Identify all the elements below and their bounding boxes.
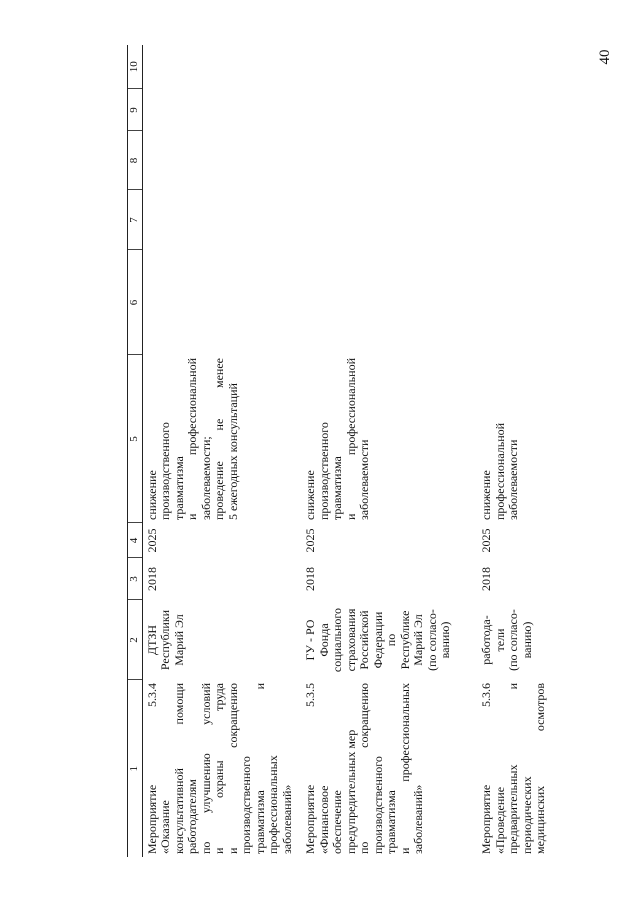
result-line: заболеваемости bbox=[506, 439, 520, 520]
result-line: травматизма bbox=[171, 456, 186, 520]
empty-cell bbox=[470, 89, 600, 131]
executor-line: Республики bbox=[158, 609, 172, 671]
measure-text-line: предупредительных мер bbox=[343, 729, 358, 854]
measure-title: Мероприятие bbox=[144, 784, 159, 854]
result-line: производственного bbox=[316, 422, 331, 520]
measure-text-line: травматизма bbox=[384, 790, 398, 854]
executor-cell bbox=[470, 600, 600, 680]
table-row bbox=[294, 45, 470, 857]
table-row bbox=[142, 45, 294, 857]
measure-text-line: предварительных и bbox=[506, 683, 520, 854]
measure-description-cell bbox=[470, 680, 600, 857]
executor-line: (по согласо- bbox=[424, 609, 439, 671]
measure-number: 5.3.6 bbox=[479, 683, 493, 707]
measure-text-line: и охраны труда bbox=[212, 683, 226, 854]
empty-cell bbox=[142, 190, 294, 250]
executor-line: ванию) bbox=[519, 621, 534, 659]
header-col-1: 1 bbox=[128, 680, 142, 857]
measure-text-line: производственного bbox=[370, 756, 385, 854]
result-cell bbox=[294, 355, 470, 523]
executor-line: социального bbox=[330, 607, 344, 673]
measure-text-line: обеспечение bbox=[330, 790, 344, 854]
empty-cell bbox=[294, 131, 470, 190]
result-line: проведение не менее bbox=[212, 358, 226, 520]
empty-cell bbox=[294, 45, 470, 89]
end-year-cell: 2025 bbox=[479, 528, 493, 553]
measure-text-line: периодических bbox=[519, 776, 534, 854]
executor-line: ванию) bbox=[438, 621, 452, 659]
executor-line: Фонда bbox=[316, 623, 331, 657]
executor-line: (по согласо- bbox=[506, 609, 520, 671]
executor-line: тели bbox=[492, 628, 507, 652]
empty-cell bbox=[142, 89, 294, 131]
measure-text-line: медицинских осмотров bbox=[533, 683, 547, 854]
page-number: 40 bbox=[597, 49, 613, 65]
empty-cell bbox=[294, 190, 470, 250]
header-col-6: 6 bbox=[128, 250, 142, 355]
empty-cell bbox=[142, 45, 294, 89]
start-year-cell: 2018 bbox=[144, 567, 159, 591]
result-line: и профессиональной bbox=[185, 358, 199, 520]
header-col-8: 8 bbox=[128, 131, 142, 190]
measure-text-line: производственного bbox=[239, 756, 253, 854]
measure-text-line: заболеваний» bbox=[279, 784, 294, 854]
result-cell bbox=[142, 355, 294, 523]
measure-title: Мероприятие bbox=[479, 784, 493, 854]
executor-line: Российской bbox=[357, 610, 371, 670]
result-line: и профессиональной bbox=[343, 358, 358, 520]
executor-cell bbox=[142, 600, 294, 680]
header-col-4: 4 bbox=[128, 523, 142, 558]
measure-number: 5.3.4 bbox=[144, 683, 159, 707]
result-line: профессиональной bbox=[492, 422, 507, 520]
measure-text-line: и профессиональных bbox=[397, 683, 412, 854]
header-col-10: 10 bbox=[128, 45, 142, 89]
executor-line: ДТЗН bbox=[144, 624, 159, 656]
result-line: заболеваемости; bbox=[198, 436, 213, 520]
empty-cell bbox=[470, 45, 600, 89]
measure-description-cell bbox=[142, 680, 294, 857]
measure-text-line: травматизма и bbox=[252, 683, 267, 854]
measures-table bbox=[128, 45, 600, 857]
measure-text-line: работодателям bbox=[185, 779, 199, 854]
measure-text-line: «Оказание bbox=[158, 800, 172, 854]
header-row bbox=[128, 45, 142, 857]
measure-number: 5.3.5 bbox=[303, 683, 317, 707]
result-line: снижение bbox=[303, 470, 317, 520]
end-year-cell: 2025 bbox=[144, 528, 159, 553]
table-top-rule bbox=[127, 45, 128, 857]
executor-line: по bbox=[384, 633, 398, 647]
result-line: производственного bbox=[158, 422, 172, 520]
executor-line: Республике bbox=[397, 610, 412, 670]
measure-text-line: «Проведение bbox=[492, 786, 507, 854]
header-col-7: 7 bbox=[128, 190, 142, 250]
measure-text-line: по улучшению условий bbox=[198, 683, 213, 854]
measure-text-line: заболеваний» bbox=[411, 784, 425, 854]
empty-cell bbox=[142, 131, 294, 190]
empty-cell bbox=[294, 250, 470, 355]
executor-line: Марий Эл bbox=[411, 614, 425, 666]
table-row bbox=[470, 45, 600, 857]
measure-text-line: и сокращению bbox=[225, 683, 240, 854]
header-col-3: 3 bbox=[128, 558, 142, 600]
measure-text-line: консультативной помощи bbox=[171, 683, 186, 854]
result-line: 5 ежегодных консультаций bbox=[225, 383, 240, 520]
executor-line: работода- bbox=[479, 615, 493, 665]
measure-text-line: профессиональных bbox=[266, 755, 280, 854]
empty-cell bbox=[470, 131, 600, 190]
executor-line: ГУ - РО bbox=[303, 619, 317, 661]
result-line: снижение bbox=[479, 470, 493, 520]
measure-description-cell bbox=[294, 680, 470, 857]
start-year-cell: 2018 bbox=[479, 567, 493, 591]
executor-line: Марий Эл bbox=[171, 614, 186, 666]
result-line: травматизма bbox=[330, 456, 344, 520]
executor-line: страхования bbox=[343, 608, 358, 672]
header-col-9: 9 bbox=[128, 89, 142, 131]
header-col-2: 2 bbox=[128, 600, 142, 680]
empty-cell bbox=[470, 250, 600, 355]
result-line: заболеваемости bbox=[357, 439, 371, 520]
start-year-cell: 2018 bbox=[303, 567, 317, 591]
result-cell bbox=[470, 355, 600, 523]
empty-cell bbox=[470, 190, 600, 250]
executor-line: Федерации bbox=[370, 611, 385, 669]
end-year-cell: 2025 bbox=[303, 528, 317, 553]
empty-cell bbox=[142, 250, 294, 355]
header-col-5: 5 bbox=[128, 355, 142, 523]
measure-text-line: по сокращению bbox=[357, 683, 371, 854]
rotated-table-page bbox=[128, 45, 608, 857]
measure-text-line: «Финансовое bbox=[316, 785, 331, 854]
result-line: снижение bbox=[144, 470, 159, 520]
measure-title: Мероприятие bbox=[303, 784, 317, 854]
executor-cell bbox=[294, 600, 470, 680]
empty-cell bbox=[294, 89, 470, 131]
